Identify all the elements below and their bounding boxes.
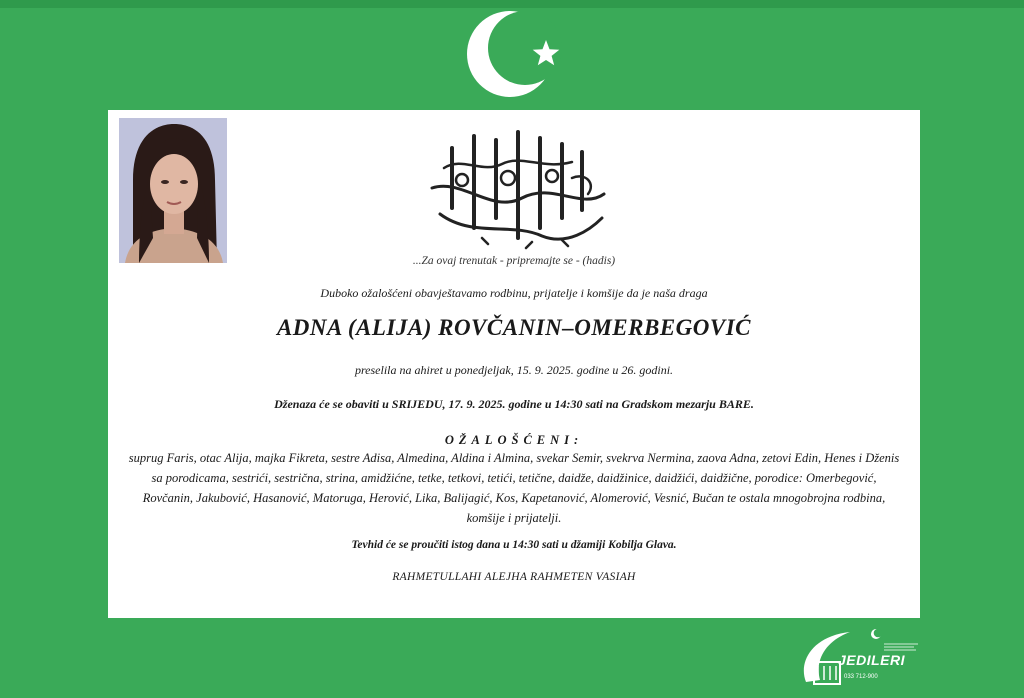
obituary-card <box>108 110 920 618</box>
top-strip <box>0 0 1024 8</box>
arabic-calligraphy-emblem <box>422 118 612 258</box>
deceased-name: ADNA (ALIJA) ROVČANIN–OMERBEGOVIĆ <box>276 315 752 340</box>
logo-phone: 033 712-900 <box>844 674 878 680</box>
hadith-quote: ...Za ovaj trenutak - pripremajte se - (hadis) <box>412 255 616 267</box>
tevhid-info: Tevhid će se proučiti istog dana u 14:30 sati u džamiji Kobilja Glava. <box>351 539 677 551</box>
portrait-photo <box>119 118 227 263</box>
mourners-list: suprug Faris, otac Alija, majka Fikreta, sestre Adisa, Almedina, Aldina i Almina, svekar Semir, svekrva Nermina, zaova Adna, zetovi Edin, Henes i Dženis sa porodicama, sestrići, sestrična, strina, amidžićne, tetke, tetkovi, tetići, tetične, daidže, daidžinice, daidžići, daidžične, porodice: Omerbegović, Rovčanin, Jakubović, Hasanović, Matoruga, Herović, Lika, Balijagić, Kos, Kapetanović, Alomerović, Vesnić, Bučan te ostala mnogobrojna rodbina, komšije i prijatelji. <box>128 451 900 525</box>
intro-text: Duboko ožalošćeni obavještavamo rodbinu, prijatelje i komšije da je naša draga <box>320 286 708 300</box>
crescent-star-icon <box>462 8 572 102</box>
closing-prayer: RAHMETULLAHI ALEJHA RAHMETEN VASIAH <box>392 571 636 583</box>
funeral-service-logo <box>794 622 924 690</box>
logo-name: JEDILERI <box>838 652 906 668</box>
death-date-text: preselila na ahiret u ponedjeljak, 15. 9. 2025. godine u 26. godini. <box>354 363 674 377</box>
funeral-info: Dženaza će se obaviti u SRIJEDU, 17. 9. 2025. godine u 14:30 sati na Gradskom mezarju BARE. <box>274 397 754 411</box>
mourners-heading: OŽALOŠĆENI: <box>444 433 584 447</box>
